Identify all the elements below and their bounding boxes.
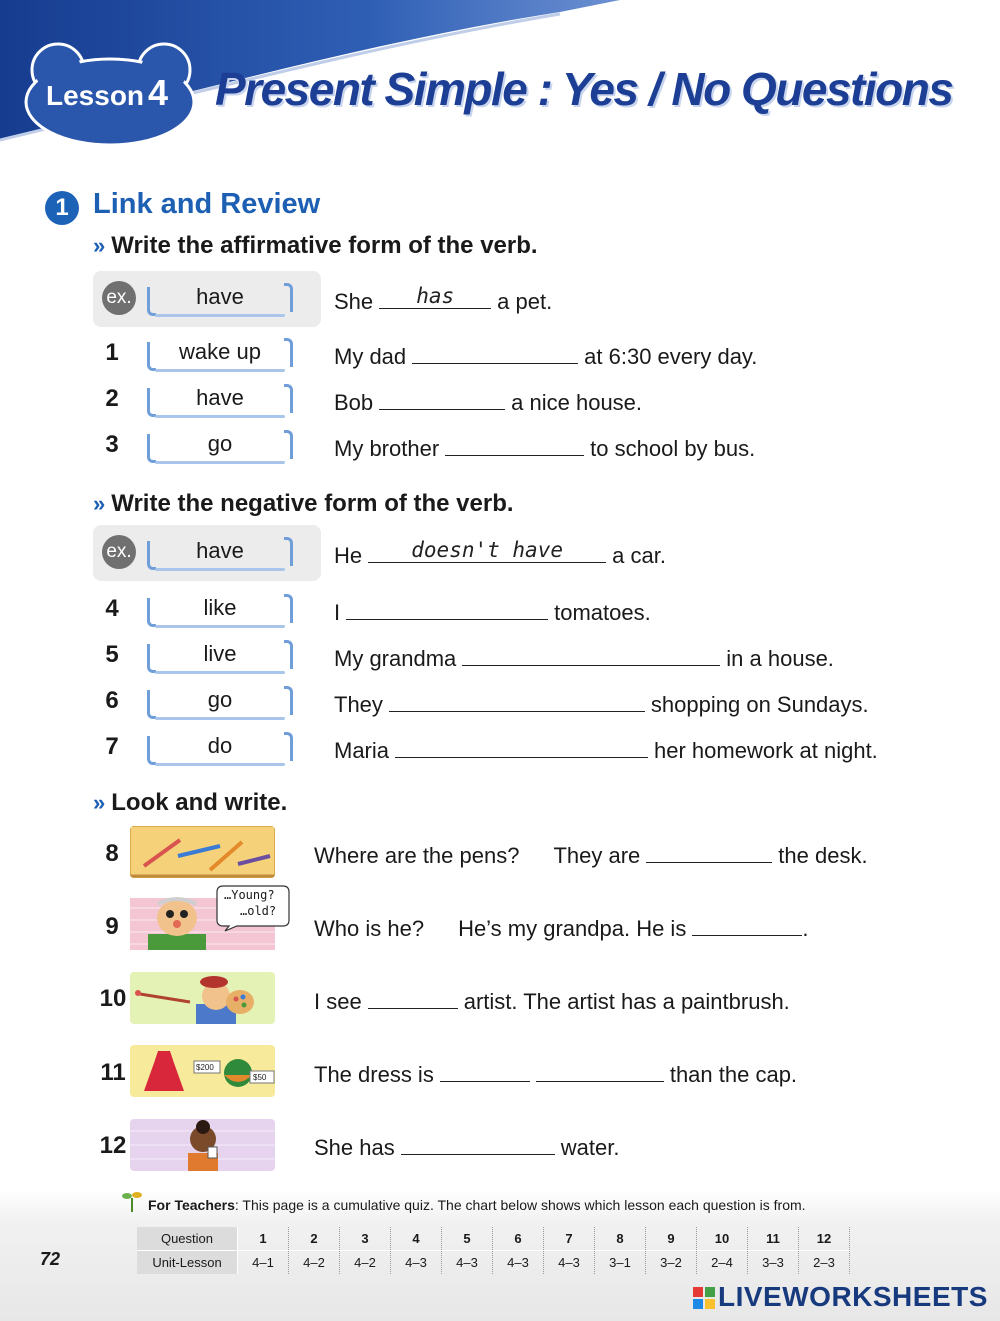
instruction-negative xyxy=(93,490,514,518)
question-number: 9 xyxy=(105,913,119,940)
question-sentence xyxy=(334,341,757,370)
instruction-text: Look and write. xyxy=(111,789,288,816)
question-number: 5 xyxy=(105,641,119,668)
instruction-text: Write the affirmative form of the verb. xyxy=(111,232,538,259)
example-badge: ex. xyxy=(102,281,136,315)
answer-blank[interactable] xyxy=(401,1132,555,1155)
sentence-start: My dad xyxy=(334,344,407,369)
question-sentence xyxy=(334,387,642,416)
sentence-start: My brother xyxy=(334,436,440,461)
question-sentence xyxy=(314,1132,619,1161)
teacher-note xyxy=(148,1197,806,1213)
sentence-start: He’s my grandpa. He is xyxy=(458,916,687,941)
sentence-end: in a house. xyxy=(726,646,834,671)
verb-text: wake up xyxy=(179,339,261,364)
question-sentence xyxy=(314,1059,797,1088)
question-number: 4 xyxy=(105,595,119,622)
question-sentence xyxy=(334,433,755,462)
verb-text: live xyxy=(203,641,237,666)
question-sentence xyxy=(334,735,878,764)
row-header: Unit-Lesson xyxy=(137,1251,238,1275)
answer-blank[interactable] xyxy=(462,643,720,666)
teacher-label: For Teachers xyxy=(148,1197,235,1213)
sentence-start: My grandma xyxy=(334,646,457,671)
answer-blank[interactable] xyxy=(389,689,645,712)
sentence-end: to school by bus. xyxy=(590,436,756,461)
sentence-end: a nice house. xyxy=(511,390,643,415)
table-cell: 10 xyxy=(697,1227,748,1251)
sentence-end: than the cap. xyxy=(669,1062,798,1087)
sentence-end: a pet. xyxy=(497,289,553,314)
table-row xyxy=(137,1227,850,1251)
double-chevron-icon: » xyxy=(93,491,106,516)
question-number: 2 xyxy=(105,385,119,412)
sentence-start: She has xyxy=(314,1135,395,1160)
example-sentence xyxy=(334,286,552,315)
verb-box xyxy=(155,382,285,416)
table-cell: 12 xyxy=(799,1227,850,1251)
sentence-end: . xyxy=(802,916,809,941)
artist-picture xyxy=(130,972,275,1024)
section-title: Link and Review xyxy=(93,188,321,220)
handwritten-answer: doesn't have xyxy=(411,538,563,562)
table-cell: 2–3 xyxy=(799,1251,850,1275)
bubble-line: …old? xyxy=(240,904,277,918)
answer-blank[interactable] xyxy=(440,1059,530,1082)
question-sentence xyxy=(314,840,868,869)
instruction-text: Write the negative form of the verb. xyxy=(111,490,514,517)
liveworksheets-logo xyxy=(693,1281,988,1313)
verb-text: do xyxy=(207,733,233,758)
verb-text: have xyxy=(196,538,244,563)
question-sentence xyxy=(334,689,869,718)
instruction-affirmative xyxy=(93,232,538,260)
question-text: Where are the pens? xyxy=(314,843,520,868)
sentence-end: a car. xyxy=(612,543,666,568)
price-tag-50: $50 xyxy=(253,1073,267,1082)
answer-blank[interactable] xyxy=(445,433,584,456)
instruction-look-and-write xyxy=(93,789,287,817)
example-badge: ex. xyxy=(102,535,136,569)
question-number: 8 xyxy=(105,840,119,867)
verb-text: like xyxy=(203,595,237,620)
price-tag-200: $200 xyxy=(196,1063,214,1072)
question-sentence xyxy=(334,597,651,626)
table-cell: 4–1 xyxy=(238,1251,289,1275)
answer-blank[interactable] xyxy=(346,597,548,620)
sentence-start: I see xyxy=(314,989,362,1014)
verb-box xyxy=(155,336,285,370)
table-cell: 9 xyxy=(646,1227,697,1251)
verb-box xyxy=(155,684,285,718)
table-cell: 3–1 xyxy=(595,1251,646,1275)
speech-bubble-text xyxy=(224,887,276,919)
sentence-end: water. xyxy=(560,1135,620,1160)
table-cell: 1 xyxy=(238,1227,289,1251)
question-number: 3 xyxy=(105,431,119,458)
bubble-line: …Young? xyxy=(224,888,275,902)
verb-text: go xyxy=(207,431,233,456)
answer-blank[interactable] xyxy=(379,387,505,410)
table-cell: 11 xyxy=(748,1227,799,1251)
question-lesson-table xyxy=(137,1227,850,1274)
sentence-end: artist. The artist has a paintbrush. xyxy=(463,989,790,1014)
table-cell: 4–2 xyxy=(289,1251,340,1275)
table-row xyxy=(137,1251,850,1275)
table-cell: 4–3 xyxy=(493,1251,544,1275)
section-number: 1 xyxy=(45,191,79,225)
question-number: 7 xyxy=(105,733,119,760)
question-number: 11 xyxy=(100,1059,126,1086)
lesson-number: 4 xyxy=(148,72,169,113)
verb-box xyxy=(155,730,285,764)
sentence-start: He xyxy=(334,543,363,568)
verb-box xyxy=(155,281,285,315)
row-header: Question xyxy=(137,1227,238,1251)
question-number: 10 xyxy=(99,985,127,1012)
table-cell: 4–2 xyxy=(340,1251,391,1275)
lesson-word: Lesson xyxy=(46,80,145,111)
verb-text: have xyxy=(196,385,244,410)
sentence-start: She xyxy=(334,289,374,314)
answer-blank[interactable] xyxy=(368,540,606,563)
dress-and-cap-picture xyxy=(130,1045,275,1097)
verb-box xyxy=(155,535,285,569)
table-cell: 3–3 xyxy=(748,1251,799,1275)
sprout-icon xyxy=(122,1190,142,1212)
verb-box xyxy=(155,428,285,462)
pens-on-desk-picture xyxy=(130,826,275,878)
example-sentence xyxy=(334,540,666,569)
sentence-start: They xyxy=(334,692,383,717)
verb-text: go xyxy=(207,687,233,712)
question-number: 1 xyxy=(105,339,119,366)
answer-blank[interactable] xyxy=(412,341,578,364)
sentence-end: her homework at night. xyxy=(654,738,878,763)
sentence-start: Maria xyxy=(334,738,390,763)
liveworksheets-icon xyxy=(693,1287,715,1309)
sentence-end: the desk. xyxy=(778,843,868,868)
girl-with-cup-picture xyxy=(130,1119,275,1171)
verb-box xyxy=(155,638,285,672)
question-number: 12 xyxy=(99,1132,127,1159)
sentence-end: tomatoes. xyxy=(554,600,651,625)
table-cell: 4–3 xyxy=(442,1251,493,1275)
double-chevron-icon: » xyxy=(93,233,106,258)
table-cell: 2–4 xyxy=(697,1251,748,1275)
sentence-start: They are xyxy=(553,843,641,868)
table-cell: 8 xyxy=(595,1227,646,1251)
table-cell: 4–3 xyxy=(391,1251,442,1275)
sentence-end: at 6:30 every day. xyxy=(584,344,758,369)
answer-blank[interactable] xyxy=(379,286,491,309)
question-sentence xyxy=(314,913,808,942)
verb-text: have xyxy=(196,284,244,309)
question-sentence xyxy=(314,986,790,1015)
sentence-start: Bob xyxy=(334,390,374,415)
sentence-end: shopping on Sundays. xyxy=(650,692,869,717)
handwritten-answer: has xyxy=(416,284,455,308)
page-number: 72 xyxy=(40,1249,61,1269)
double-chevron-icon: » xyxy=(93,790,106,815)
sentence-start: The dress is xyxy=(314,1062,434,1087)
answer-blank[interactable] xyxy=(368,986,458,1009)
answer-blank[interactable] xyxy=(692,913,802,936)
table-cell: 6 xyxy=(493,1227,544,1251)
sentence-start: I xyxy=(334,600,341,625)
verb-box xyxy=(155,592,285,626)
answer-blank[interactable] xyxy=(395,735,648,758)
table-cell: 4 xyxy=(391,1227,442,1251)
table-cell: 2 xyxy=(289,1227,340,1251)
teacher-text: : This page is a cumulative quiz. The chart below shows which lesson each question is from. xyxy=(234,1197,806,1213)
answer-blank[interactable] xyxy=(646,840,772,863)
question-sentence xyxy=(334,643,834,672)
table-cell: 3 xyxy=(340,1227,391,1251)
page-title: Present Simple : Yes / No Questions xyxy=(215,63,953,115)
question-text: Who is he? xyxy=(314,916,425,941)
table-cell: 3–2 xyxy=(646,1251,697,1275)
answer-blank[interactable] xyxy=(536,1059,664,1082)
table-cell: 7 xyxy=(544,1227,595,1251)
table-cell: 5 xyxy=(442,1227,493,1251)
liveworksheets-wordmark: LIVEWORKSHEETS xyxy=(718,1281,988,1312)
question-number: 6 xyxy=(105,687,119,714)
lesson-label xyxy=(46,72,168,114)
table-cell: 4–3 xyxy=(544,1251,595,1275)
